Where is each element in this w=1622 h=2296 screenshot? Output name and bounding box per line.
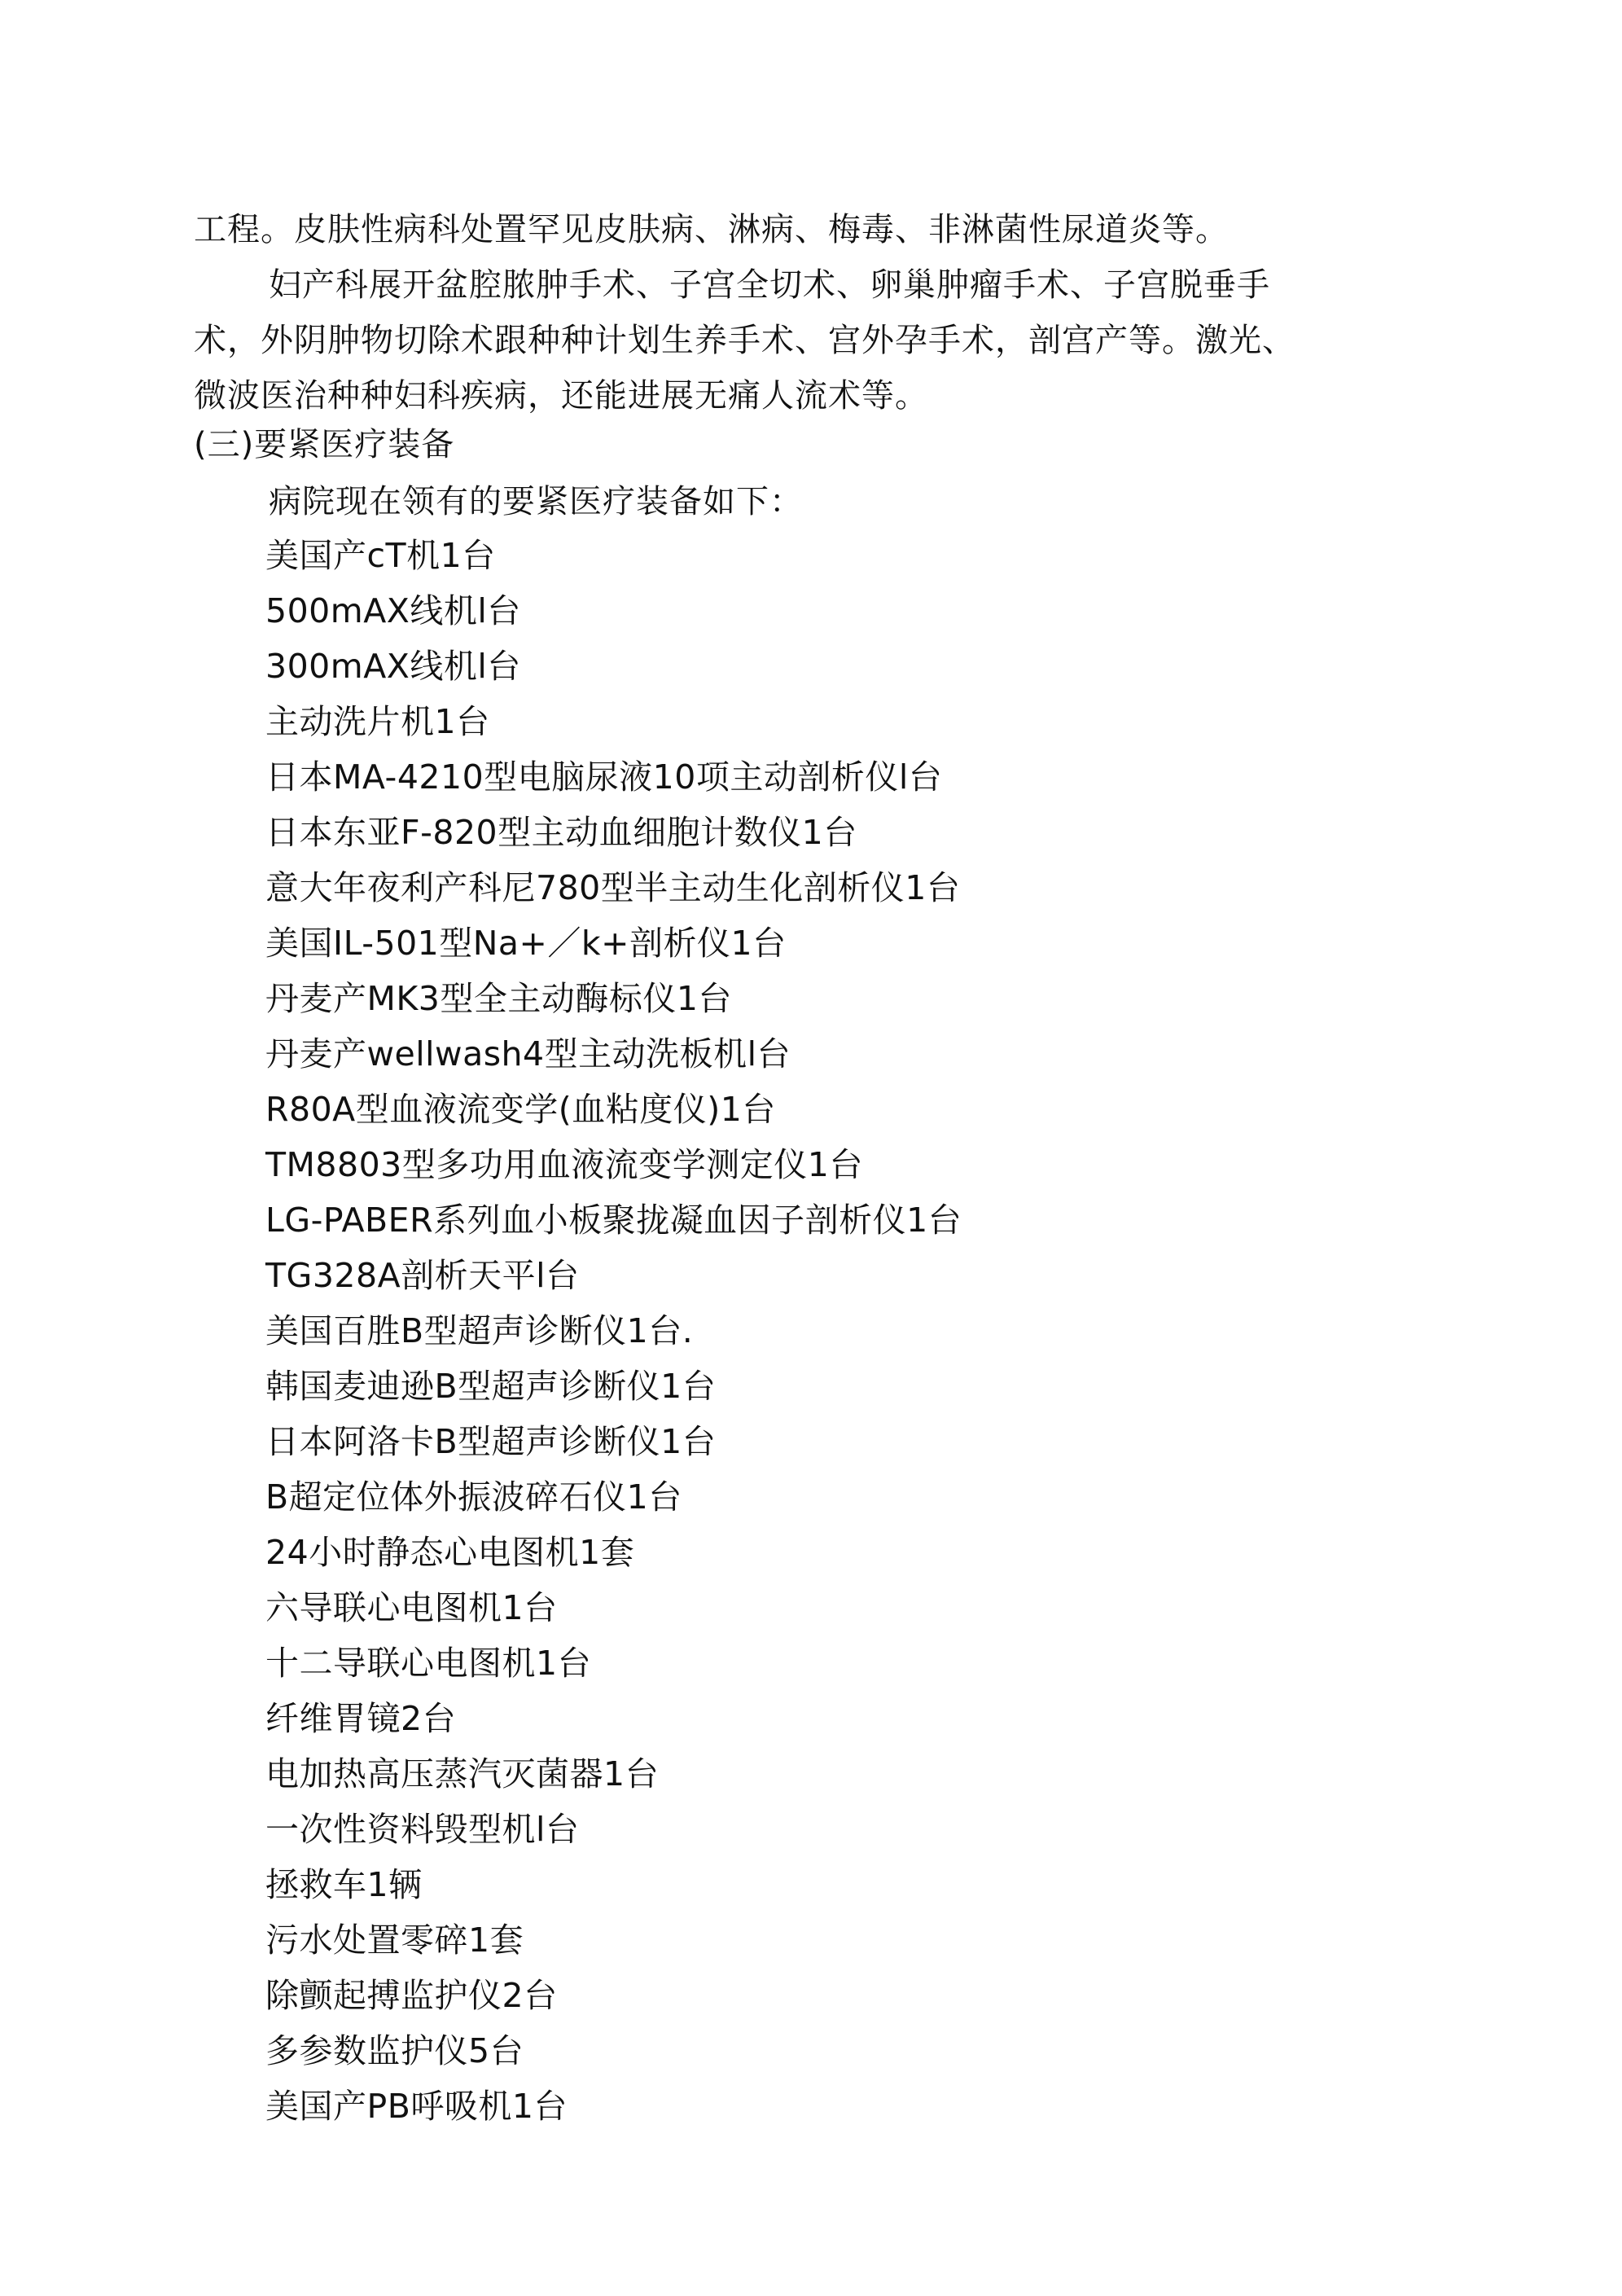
equipment-item: 24小时静态心电图机1套 xyxy=(265,1533,635,1572)
equipment-item: 美国产PB呼吸机1台 xyxy=(265,2087,568,2126)
equipment-item: 美国IL-501型Na+／k+剖析仪1台 xyxy=(265,924,787,963)
equipment-item: 日本MA-4210型电脑尿液10项主动剖析仪l台 xyxy=(265,757,943,797)
equipment-item: B超定位体外振波碎石仪1台 xyxy=(265,1477,682,1517)
equipment-item: 主动洗片机1台 xyxy=(265,702,490,741)
section-heading: (三)要紧医疗装备 xyxy=(194,426,455,463)
equipment-item: 300mAX线机l台 xyxy=(265,647,521,686)
paragraph-line-2: 妇产科展开盆腔脓肿手术、子宫全切术、卵巢肿瘤手术、子宫脱垂手 xyxy=(269,266,1270,304)
equipment-item: 美国产cT机1台 xyxy=(265,536,496,575)
equipment-item: 纤维胃镜2台 xyxy=(265,1699,457,1738)
equipment-item: 日本东亚F-820型主动血细胞计数仪1台 xyxy=(265,813,857,852)
paragraph-line-4: 微波医治种种妇科疾病，还能进展无痛人流术等。 xyxy=(194,377,928,415)
equipment-item: 除颤起搏监护仪2台 xyxy=(265,1976,558,2015)
equipment-item: 多参数监护仪5台 xyxy=(265,2031,524,2070)
section-intro: 病院现在领有的要紧医疗装备如下： xyxy=(269,483,803,520)
equipment-item: 美国百胜B型超声诊断仪1台. xyxy=(265,1311,694,1350)
equipment-item: 韩国麦迪逊B型超声诊断仪1台 xyxy=(265,1367,717,1406)
equipment-item: LG-PABER系列血小板聚拢凝血因子剖析仪1台 xyxy=(265,1201,962,1240)
equipment-item: 丹麦产wellwash4型主动洗板机l台 xyxy=(265,1034,791,1073)
equipment-item: 日本阿洛卡B型超声诊断仪1台 xyxy=(265,1422,717,1461)
paragraph-line-3: 术，外阴肿物切除术跟种种计划生养手术、宫外孕手术，剖宫产等。激光、 xyxy=(194,322,1295,359)
equipment-item: 一次性资料毁型机l台 xyxy=(265,1810,580,1849)
equipment-item: TG328A剖析天平l台 xyxy=(265,1256,580,1295)
equipment-item: 拯救车1辆 xyxy=(265,1865,423,1904)
paragraph-line-1: 工程。皮肤性病科处置罕见皮肤病、淋病、梅毒、非淋菌性尿道炎等。 xyxy=(194,211,1229,248)
equipment-list xyxy=(265,528,962,2134)
equipment-item: 电加热高压蒸汽灭菌器1台 xyxy=(265,1754,660,1793)
equipment-item: 十二导联心电图机1台 xyxy=(265,1644,592,1683)
equipment-item: 六导联心电图机1台 xyxy=(265,1588,558,1627)
equipment-item: 意大年夜利产科尼780型半主动生化剖析仪1台 xyxy=(265,868,961,907)
equipment-item: 500mAX线机l台 xyxy=(265,591,521,630)
equipment-item: TM8803型多功用血液流变学测定仪1台 xyxy=(265,1145,863,1184)
equipment-item: R80A型血液流变学(血粘度仪)1台 xyxy=(265,1090,776,1129)
equipment-item: 丹麦产MK3型全主动酶标仪1台 xyxy=(265,979,732,1018)
equipment-item: 污水处置零碎1套 xyxy=(265,1921,524,1960)
